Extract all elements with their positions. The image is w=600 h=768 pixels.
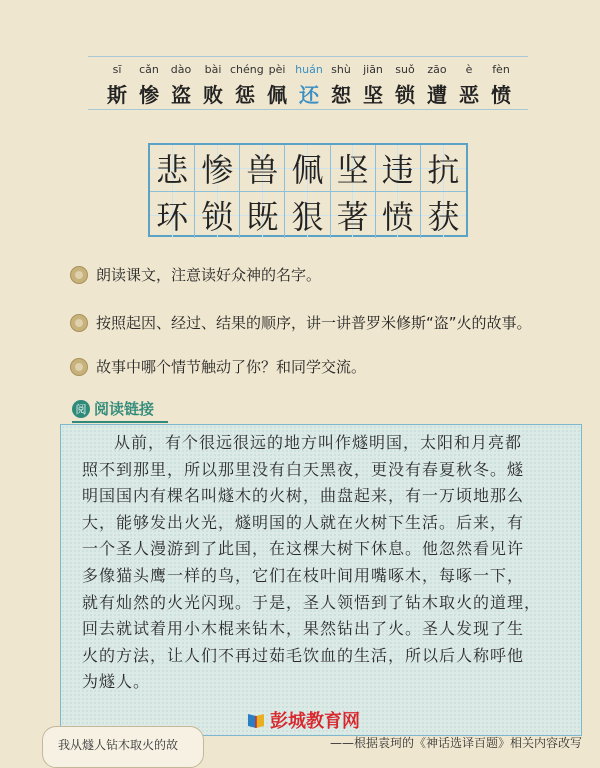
watermark <box>246 707 360 733</box>
task-item-2 <box>70 312 532 333</box>
writing-character: 锁 <box>201 198 234 236</box>
writing-grid-cell <box>240 145 285 192</box>
task-text: 按照起因、经过、结果的顺序，讲一讲普罗米修斯“盗”火的故事。 <box>96 314 532 332</box>
new-word-character: 恶 <box>459 83 479 107</box>
writing-character: 抗 <box>427 151 460 189</box>
new-word-character: 恕 <box>331 83 351 107</box>
pinyin-syllable: sī <box>112 63 122 76</box>
reading-line: 火的方法，让人们不再过茹毛饮血的生活，所以后人称呼他 <box>82 645 525 665</box>
writing-character: 惨 <box>201 151 234 189</box>
reading-line: 一个圣人漫游到了此国，在这棵大树下休息。他忽然看见许 <box>82 539 525 559</box>
pinyin-syllable: suǒ <box>395 63 415 76</box>
new-word-character: 坚 <box>363 83 383 107</box>
pinyin-row <box>102 63 516 76</box>
reading-line: 照不到那里，所以那里没有白天黑夜，更没有春夏秋冬。燧 <box>82 459 525 479</box>
new-word-character: 愤 <box>491 83 511 107</box>
reading-link-icon: 阅 <box>72 400 90 418</box>
writing-grid-cell <box>421 192 466 238</box>
speech-bubble-text: 我从燧人钻木取火的故 <box>58 738 179 752</box>
pinyin-syllable: huán <box>295 63 323 76</box>
reading-line: 多像猫头鹰一样的鸟，它们在枝叶间用嘴啄木，每啄一下， <box>82 565 525 585</box>
task-text: 故事中哪个情节触动了你？和同学交流。 <box>96 358 367 376</box>
new-word-character: 盗 <box>171 83 191 107</box>
new-word-character: 锁 <box>395 83 415 107</box>
pinyin-syllable: dào <box>170 63 192 76</box>
reading-line: 回去就试着用小木棍来钻木，果然钻出了火。圣人发现了生 <box>82 619 525 639</box>
hanzi-row <box>102 79 516 108</box>
writing-grid-cell <box>376 192 421 238</box>
pinyin-syllable: è <box>465 63 473 76</box>
reading-line: 从前，有个很远很远的地方叫作燧明国，太阳和月亮都 <box>114 433 523 452</box>
writing-grid-cell <box>376 145 421 192</box>
writing-character: 悲 <box>156 151 189 189</box>
writing-grid-cell <box>195 192 240 238</box>
new-word-character: 佩 <box>267 83 287 107</box>
writing-grid-cell <box>421 145 466 192</box>
pinyin-syllable: pèi <box>268 63 286 76</box>
writing-grid <box>148 143 468 237</box>
reading-link-underline <box>72 421 168 423</box>
new-word-character: 惨 <box>139 83 159 107</box>
source-citation: ——根据袁珂的《神话选译百题》相关内容改写 <box>329 736 582 750</box>
writing-character: 兽 <box>246 151 279 189</box>
reading-link-header <box>72 398 154 419</box>
writing-grid-cell <box>285 145 330 192</box>
task-bullet-icon <box>70 358 88 376</box>
writing-grid-cell <box>240 192 285 238</box>
pinyin-syllable: jiān <box>363 63 383 76</box>
task-item-1 <box>70 264 321 285</box>
reading-line: 大，能够发出火光，燧明国的人就在火树下生活。后来，有 <box>82 512 525 532</box>
writing-grid-cell <box>331 145 376 192</box>
writing-grid-cell <box>150 192 195 238</box>
task-item-3 <box>70 356 366 377</box>
writing-grid-cell <box>150 145 195 192</box>
pinyin-syllable: zāo <box>427 63 447 76</box>
writing-character: 著 <box>336 198 369 236</box>
new-word-character: 还 <box>299 83 319 107</box>
writing-grid-cell <box>331 192 376 238</box>
watermark-text: 彭城教育网 <box>270 711 360 732</box>
reading-line: 就有灿然的火光闪现。于是，圣人领悟到了钻木取火的道理， <box>82 592 542 612</box>
new-word-character: 败 <box>203 83 223 107</box>
writing-character: 佩 <box>291 151 324 189</box>
new-word-character: 遭 <box>427 83 447 107</box>
writing-character: 环 <box>156 198 189 236</box>
book-logo-icon <box>246 710 266 730</box>
pinyin-syllable: cǎn <box>139 63 159 76</box>
pinyin-syllable: fèn <box>492 63 510 76</box>
pinyin-syllable: chéng <box>230 63 264 76</box>
writing-character: 获 <box>427 198 460 236</box>
writing-grid-cell <box>195 145 240 192</box>
new-word-character: 斯 <box>107 83 127 107</box>
task-bullet-icon <box>70 266 88 284</box>
task-bullet-icon <box>70 314 88 332</box>
pinyin-syllable: bài <box>204 63 222 76</box>
writing-character: 坚 <box>336 151 369 189</box>
new-word-character: 惩 <box>235 83 255 107</box>
reading-line: 明国国内有棵名叫燧木的火树，曲盘起来，有一万顷地那么 <box>82 486 525 506</box>
writing-character: 愤 <box>381 198 414 236</box>
writing-character: 狠 <box>291 198 324 236</box>
reading-link-body <box>82 430 566 696</box>
writing-grid-cell <box>285 192 330 238</box>
new-words-pinyin-band <box>88 56 528 110</box>
reading-link-title: 阅读链接 <box>94 400 155 418</box>
pinyin-syllable: shù <box>331 63 351 76</box>
reading-line: 为燧人。 <box>82 672 151 692</box>
writing-character: 既 <box>246 198 279 236</box>
writing-character: 违 <box>381 151 414 189</box>
task-text: 朗读课文，注意读好众神的名字。 <box>96 266 322 284</box>
